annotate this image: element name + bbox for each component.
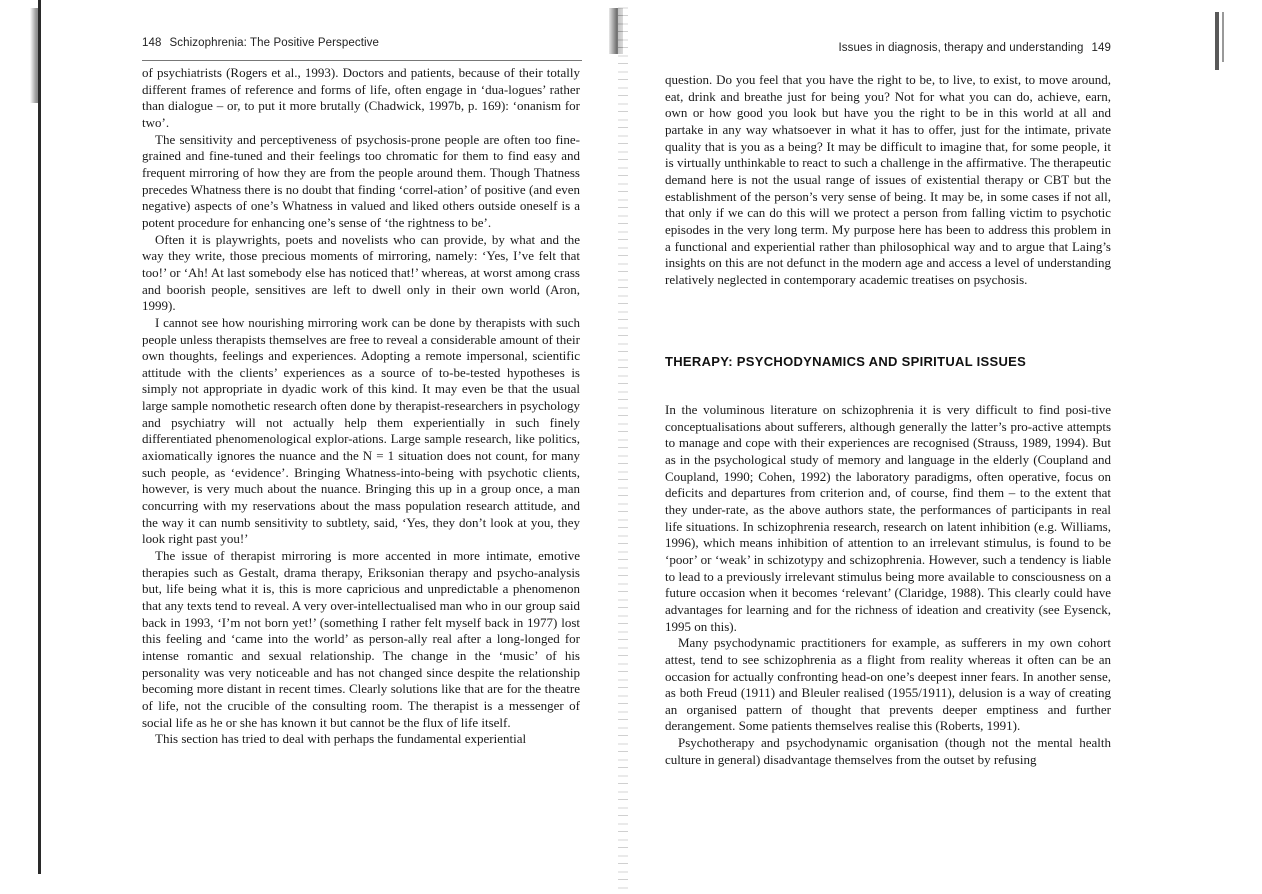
left-body-text bbox=[142, 65, 580, 748]
right-running-head bbox=[839, 42, 1111, 54]
left-running-title: Schizophrenia: The Positive Perspective bbox=[169, 37, 380, 49]
right-page-number: 149 bbox=[1091, 42, 1111, 54]
paragraph: The sensitivity and perceptiveness of psychosis-prone people are often too fine-grained and fine-tuned and their feelings too chromatic for them to find easy and frequent mirroring of how they are from the people around them. Though Thatness precedes Whatness there is no doubt that finding ‘correl-ation’ of positive (and even negative) aspects of one’s Whatness in valued and liked others outside oneself is a potent procedure for enhancing one’s sense of ‘the rightness to be’. bbox=[142, 131, 580, 230]
paragraph: question. Do you feel that you have the right to be, to live, to exist, to move around, eat, drink and breathe just for being you? Not for what you can do, achieve, earn, own or how good you look but have you the right to be in this world at all and partake in any way whatsoever in what it has to offer, just for the intimate, private quality that is you as a being? It may be difficult to imagine that, for some people, it is virtually unthinkable to react to such a challenge in the affirmative. The therapeutic demand here is not the usual range of issues of existential therapy or CBT but the establishment of the person’s very sense of being. It may be, in some cases if not all, that only if we can do this will we protect a person from falling victim to psychotic episodes in the very long term. My purpose here has been to address this problem in a functional and experiential rather than philosophical way and to argue that Laing’s insights on this are not defunct in the modern age and access a level of understanding relatively neglected in contemporary academic treatises on psychosis. bbox=[665, 72, 1111, 287]
paragraph: In the voluminous literature on schizophrenia it is very difficult to find posi-tive conceptualisations about sufferers, although generally the latter’s pro-active attempts to manage and cope with their experiences are recognised (Strauss, 1989, 1994). But as in the psychological study of memory and language in the elderly (Coupland and Coupland, 1990; Cohen, 1992) the laboratory paradigms, often operative, focus on deficits and departures from criterion and, of course, find them – to the extent that they under-rate, as the above authors state, the performances of participants in real life situations. In schizophrenia research, research on latent inhibition (e.g. Williams, 1996), which means inhibition of attention to an irrelevant stimulus, is found to be ‘poor’ or ‘weak’ in schizotypy and schizophrenia. However, such a tendency is liable to lead to a previously irrelevant stimulus being more available to consciousness on a future occasion when it becomes ‘relevant’ (Claridge, 1988). This clearly could have advantages for learning and for the richness of ideation and creativity (see Eysenck, 1995 on this). bbox=[665, 402, 1111, 634]
scan-edge-right-secondary bbox=[1222, 12, 1224, 62]
left-header-rule bbox=[142, 60, 582, 61]
book-gutter bbox=[618, 0, 628, 894]
left-running-head bbox=[142, 37, 379, 49]
left-page-number: 148 bbox=[142, 37, 162, 49]
paragraph: of psychiatrists (Rogers et al., 1993). Doctors and patients, because of their totally different frames of reference and forms of life, often engage in ‘dua-logues’ rather than dialogue – or, to put it more brutally (Chadwick, 1997b, p. 169): ‘onanism for two’. bbox=[142, 65, 580, 130]
paragraph: The issue of therapist mirroring is more accented in more intimate, emotive therapies such as Gestalt, drama therapy, Eriksonian therapy and psycho-analysis but, life being what it is, this is more capricious and unpredictable a phenomenon that any texts tend to reveal. A very over-intellectualised man who in our group said back in 1993, ‘I’m not born yet!’ (something I rather felt myself back in 1977) lost this feeling and ‘came into the world’ as person-ally real after a long-longed for intense romantic and sexual relationship. The change in the ‘music’ of his personality was very noticeable and has not changed since despite the relationship becoming more distant in recent times. Clearly solutions like that are for the theatre of life, not the crucible of the consulting room. The therapist is a messenger of social life as he or she has known it but cannot be the flux of life itself. bbox=[142, 548, 580, 730]
paragraph: Often it is playwrights, poets and novelists who can provide, by what and the way they write, those precious moments of mirroring, namely: ‘Yes, I’ve felt that too!’ or ‘Ah! At last somebody else has noticed that!’ whereas, at worst among crass and boorish people, sensitives are left to dwell only in their own world (Aron, 1999). bbox=[142, 231, 580, 314]
paragraph: Psychotherapy and psychodynamic organisation (though not the mental health culture in general) disadvantage themselves from the outset by refusing bbox=[665, 735, 1111, 767]
section-heading: THERAPY: PSYCHODYNAMICS AND SPIRITUAL ISSUES bbox=[665, 354, 1027, 369]
paragraph: I cannot see how nourishing mirroring work can be done by therapists with such people unless therapists themselves are free to reveal a considerable amount of their own thoughts, feelings and experiences. Adopting a remote impersonal, scientific attitude with the clients’ experiences as a source of to-be-tested hypotheses is simply not appropriate in dyadic work of this kind. It may even be that the usual large sample nomothetic research often done by therapist-researchers in psychology and psychiatry will not actually help them experientially in such finely differentiated phenomenological explor-ations. Large sample research, like politics, axiomatically ignores the nuance and the N = 1 situation does not count, for many such people, as ‘evidence’. Bringing Whatness-into-being with psychotic clients, however, is very much about the nuance. Bringing this up in a group once, a man concurring with my reservations about the mass population research attitude, and the way it can numb sensitivity to subtlety, said, ‘Yes, they don’t look at you, they look right past you!’ bbox=[142, 314, 580, 547]
right-body-text-section bbox=[665, 402, 1111, 768]
paragraph: This section has tried to deal with perhaps the fundamental experiential bbox=[155, 731, 527, 747]
right-body-text-top bbox=[665, 72, 1111, 289]
paragraph: Many psychodynamic practitioners for example, as sufferers in my own cohort attest, tend to see schizophrenia as a flight from reality whereas it often can be an occasion for actually confronting head-on one’s deepest inner fears. In another sense, as both Freud (1911) and Bleuler realised (1955/1911), delusion is a way of creating an organised pattern of thought that prevents deeper emptiness and further derangement. Some patients themselves realise this (Roberts, 1991). bbox=[665, 635, 1111, 734]
right-running-title: Issues in diagnosis, therapy and understanding bbox=[838, 42, 1084, 54]
scan-edge-left bbox=[38, 0, 41, 874]
scan-edge-right bbox=[1215, 12, 1219, 70]
